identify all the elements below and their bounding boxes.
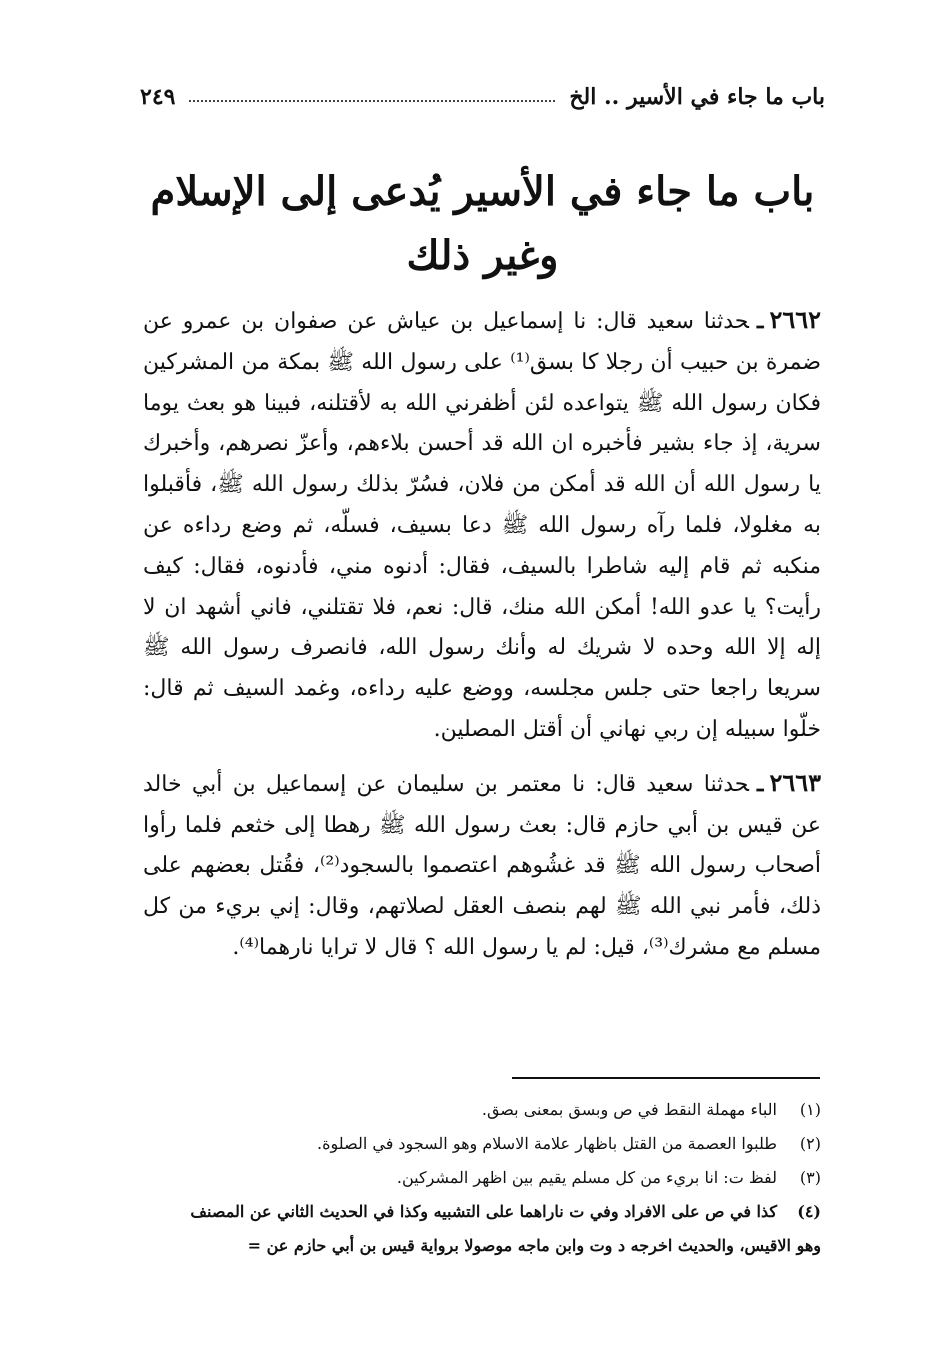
footnote-text: كذا في ص على الافراد وفي ت ناراهما على التشبيه وكذا في الحديث الثاني عن المصنف [190, 1202, 777, 1221]
footnote-number: (١) [799, 1100, 821, 1119]
footnote-separator [512, 1077, 820, 1079]
hadith-2663 [143, 763, 821, 969]
hadith-dash: ـ [756, 308, 764, 334]
hadith-number: ٢٦٦٢ [769, 305, 821, 334]
footnote [130, 1093, 821, 1127]
hadith-text: حدثنا سعيد قال: نا معتمر بن سليمان عن إسماعيل بن أبي خالد عن قيس بن أبي حازم قال: بعث رسول الله ﷺ رهطا إلى خثعم فلما رأوا أصحاب رسول الله ﷺ قد غشُوهم اعتصموا بالسجود⁽²⁾، فقُتل بعضهم على ذلك، فأمر نبي الله ﷺ لهم بنصف العقل لصلاتهم، وقال: إني بريء من كل مسلم مع مشرك⁽³⁾، قيل: لم يا رسول الله ؟ قال لا ترايا نارهما⁽⁴⁾. [143, 771, 821, 960]
hadith-2662 [143, 300, 821, 751]
footnote-text: لفظ ت: انا بريء من كل مسلم يقيم بين اظهر المشركين. [396, 1168, 777, 1187]
footnote [130, 1195, 821, 1229]
footnote-number: (٤) [797, 1202, 821, 1221]
chapter-title-line1: باب ما جاء في الأسير يُدعى إلى الإسلام [150, 168, 815, 215]
footnote [130, 1161, 821, 1195]
footnote-text: طلبوا العصمة من القتل باظهار علامة الاسلام وهو السجود في الصلوة. [317, 1134, 777, 1153]
main-text [143, 300, 821, 981]
leader-dots [189, 100, 555, 102]
chapter-title-line2: وغير ذلك [406, 232, 559, 279]
footnote-text: الباء مهملة النقط في ص وبسق بمعنى بصق. [481, 1100, 777, 1119]
hadith-text: حدثنا سعيد قال: نا إسماعيل بن عياش عن صفوان بن عمرو عن ضمرة بن حبيب أن رجلا كا بسق⁽¹⁾ على رسول الله ﷺ بمكة من المشركين فكان رسول الله ﷺ يتواعده لئن أظفرني الله به لأقتلنه، فبينا هو بعث يوما سرية، إذ جاء بشير فأخبره ان الله قد أحسن بلاءهم، وأعزّ نصرهم، وأخبرك يا رسول الله أن الله قد أمكن من فلان، فسُرّ بذلك رسول الله ﷺ، فأقبلوا به مغلولا، فلما رآه رسول الله ﷺ دعا بسيف، فسلّه، ثم وضع رداءه عن منكبه ثم قام إليه شاطرا بالسيف، فقال: أدنوه مني، فأدنوه، فقال: كيف رأيت؟ يا عدو الله! أمكن الله منك، قال: نعم، فلا تقتلني، فاني أشهد ان لا إله إلا الله وحده لا شريك له وأنك رسول الله، فانصرف رسول الله ﷺ سريعا راجعا حتى جلس مجلسه، ووضع عليه رداءه، وغمد السيف ثم قال: خلّوا سبيله إن ربي نهاني أن أقتل المصلين. [143, 309, 821, 742]
footnote-number: (٣) [799, 1168, 821, 1187]
footnotes [130, 1093, 821, 1263]
footnote-continuation: وهو الاقيس، والحديث اخرجه د وت وابن ماجه موصولا برواية قيس بن أبي حازم عن = [247, 1236, 821, 1255]
hadith-dash: ـ [756, 770, 764, 797]
hadith-number: ٢٦٦٣ [769, 767, 821, 797]
footnote-number: (٢) [799, 1134, 821, 1153]
page-number: ٢٤٩ [140, 84, 176, 110]
running-title: باب ما جاء في الأسير .. الخ [569, 84, 825, 110]
footnote [130, 1127, 821, 1161]
chapter-title [140, 160, 825, 288]
running-header [140, 80, 825, 114]
